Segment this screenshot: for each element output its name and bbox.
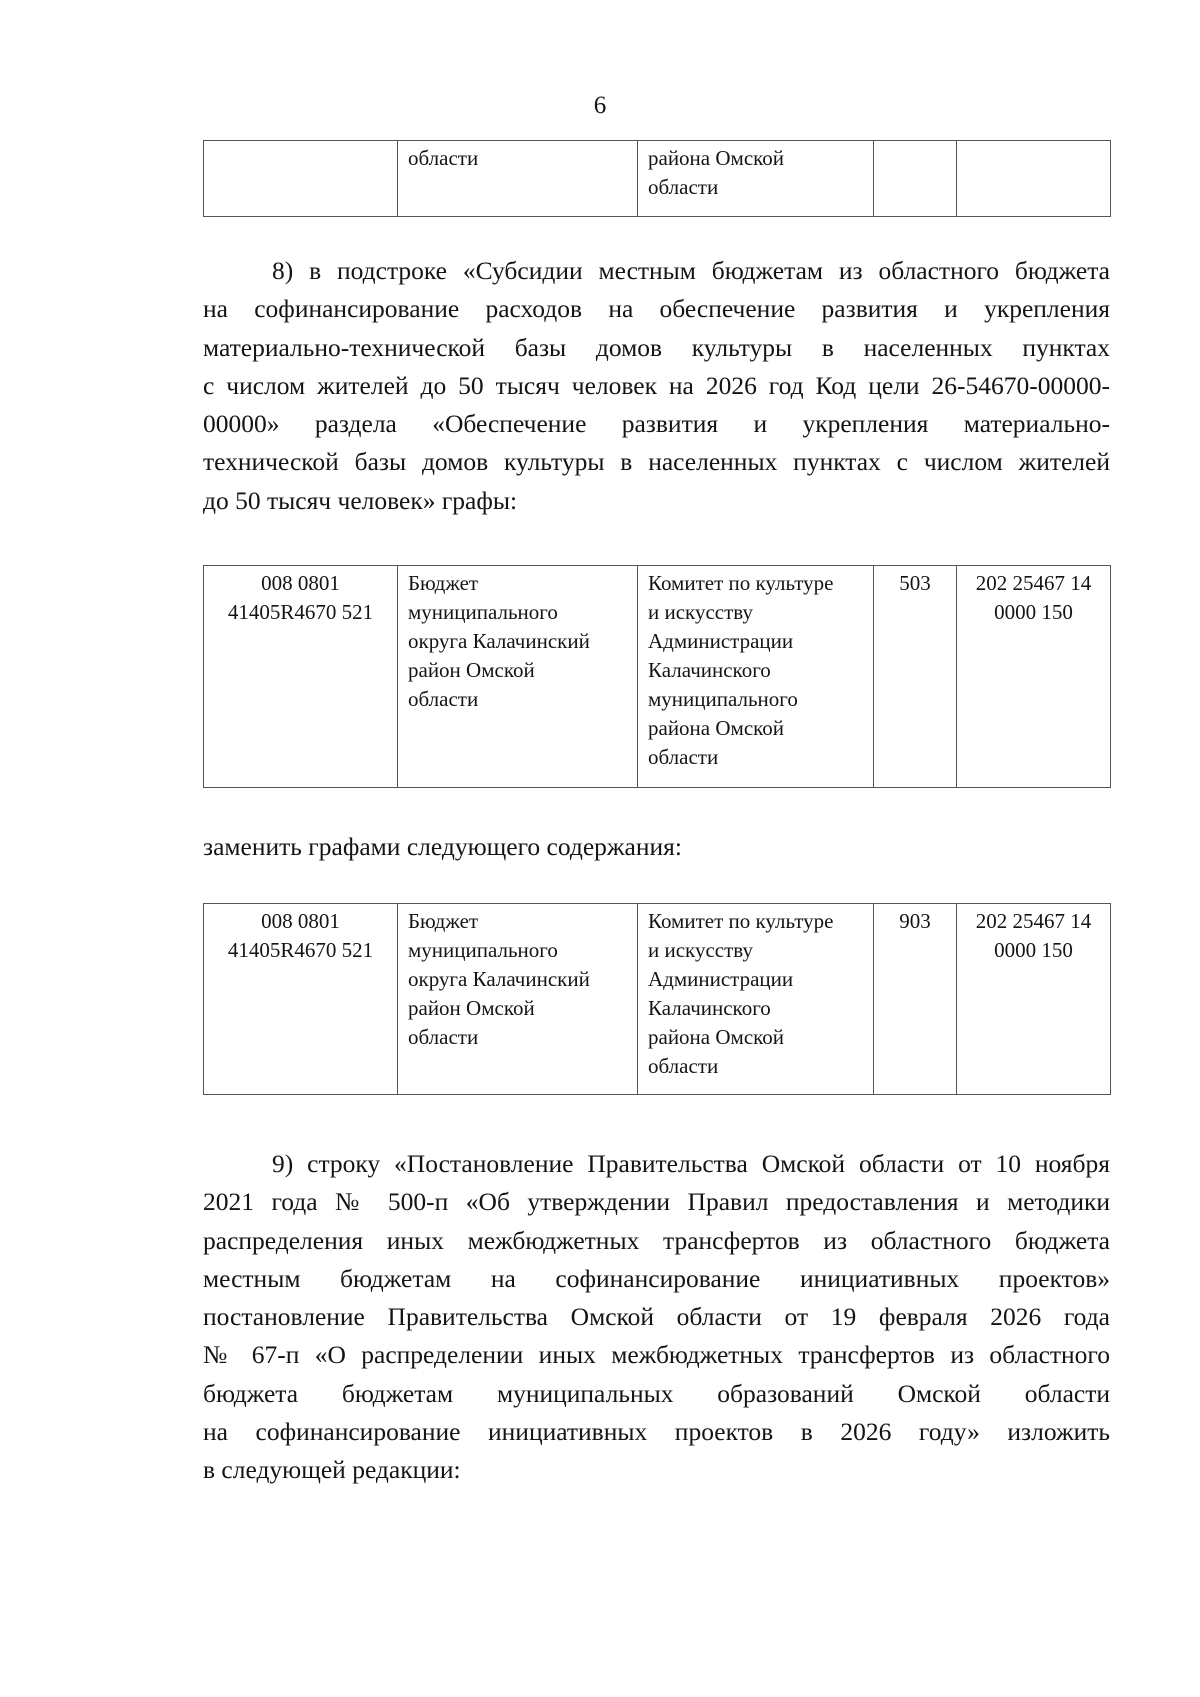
cell-line: Администрации bbox=[648, 629, 794, 653]
cell-line: район Омской bbox=[408, 996, 535, 1020]
paragraph-line: 00000» раздела «Обеспечение развития и укрепления материально- bbox=[203, 409, 1110, 439]
cell-line: 202 25467 14 bbox=[975, 909, 1092, 933]
cell-line: района Омской bbox=[648, 146, 785, 170]
budget-cell bbox=[398, 904, 638, 1095]
paragraph-line: № 67-п «О распределении иных межбюджетных трансфертов из областного bbox=[203, 1340, 1110, 1370]
paragraph-line: на софинансирование расходов на обеспечение развития и укрепления bbox=[203, 294, 1110, 324]
cell-line: район Омской bbox=[408, 658, 535, 682]
paragraph-line: с числом жителей до 50 тысяч человек на 2026 год Код цели 26-54670-00000- bbox=[203, 370, 1110, 400]
cell-line: Комитет по культуре bbox=[648, 909, 834, 933]
cell-line: муниципального bbox=[408, 600, 558, 624]
code-cell bbox=[204, 904, 398, 1095]
cell-line: Калачинского bbox=[648, 658, 771, 682]
cell-line: области bbox=[408, 687, 479, 711]
admin-cell bbox=[638, 141, 874, 217]
paragraph-line: на софинансирование инициативных проектов в 2026 году» изложить bbox=[203, 1417, 1110, 1447]
admin-cell bbox=[638, 904, 874, 1095]
cell-line: 008 0801 bbox=[261, 909, 340, 933]
code-cell bbox=[204, 566, 398, 788]
budget-cell bbox=[398, 566, 638, 788]
cell-line: Администрации bbox=[648, 967, 794, 991]
admin-code-cell: 503 bbox=[874, 566, 957, 788]
table-new bbox=[203, 903, 1111, 1095]
cell-line: района Омской bbox=[648, 716, 785, 740]
cell-line: Бюджет bbox=[408, 909, 479, 933]
table-row bbox=[204, 141, 1111, 217]
cell-line: района Омской bbox=[648, 1025, 785, 1049]
cell-line: 202 25467 14 bbox=[975, 571, 1092, 595]
page-number: 6 bbox=[593, 92, 607, 119]
code-cell bbox=[204, 141, 398, 217]
paragraph-8 bbox=[203, 252, 1110, 520]
cell-line: области bbox=[648, 745, 719, 769]
cell-line: 41405R4670 521 bbox=[227, 938, 374, 962]
admin-code-cell bbox=[874, 141, 957, 217]
cell-line: 008 0801 bbox=[261, 571, 340, 595]
cell-line: 0000 150 bbox=[994, 938, 1073, 962]
cell-line: округа Калачинский bbox=[408, 629, 590, 653]
cell-line: области bbox=[408, 1025, 479, 1049]
cell-line: Калачинского bbox=[648, 996, 771, 1020]
cell-line: 0000 150 bbox=[994, 600, 1073, 624]
revenue-code-cell bbox=[957, 904, 1111, 1095]
cell-line: и искусству bbox=[648, 600, 753, 624]
cell-line: муниципального bbox=[648, 687, 798, 711]
paragraph-line: материально-технической базы домов культуры в населенных пунктах bbox=[203, 332, 1110, 362]
replace-instruction bbox=[203, 828, 1110, 866]
paragraph-line: 2021 года № 500-п «Об утверждении Правил предоставления и методики bbox=[203, 1187, 1110, 1217]
cell-line: области bbox=[648, 175, 719, 199]
paragraph-line: 9) строку «Постановление Правительства Омской области от 10 ноября bbox=[272, 1149, 1110, 1178]
revenue-code-cell bbox=[957, 566, 1111, 788]
cell-line: Комитет по культуре bbox=[648, 571, 834, 595]
cell-line: и искусству bbox=[648, 938, 753, 962]
top-table bbox=[203, 140, 1111, 217]
cell-line: округа Калачинский bbox=[408, 967, 590, 991]
table-row bbox=[204, 904, 1111, 1095]
cell-line: области bbox=[648, 1054, 719, 1078]
table-row bbox=[204, 566, 1111, 788]
paragraph-line: 8) в подстроке «Субсидии местным бюджетам из областного бюджета bbox=[272, 256, 1110, 285]
paragraph-line: заменить графами следующего содержания: bbox=[203, 832, 682, 861]
budget-cell bbox=[398, 141, 638, 217]
paragraph-line: местным бюджетам на софинансирование инициативных проектов» bbox=[203, 1263, 1110, 1293]
table-old bbox=[203, 565, 1111, 788]
paragraph-9 bbox=[203, 1145, 1110, 1490]
paragraph-line: бюджета бюджетам муниципальных образований Омской области bbox=[203, 1378, 1110, 1408]
admin-cell bbox=[638, 566, 874, 788]
paragraph-line: распределения иных межбюджетных трансфертов из областного бюджета bbox=[203, 1225, 1110, 1255]
admin-code-cell: 903 bbox=[874, 904, 957, 1095]
cell-line: области bbox=[408, 146, 479, 170]
paragraph-line: в следующей редакции: bbox=[203, 1455, 461, 1485]
cell-line: Бюджет bbox=[408, 571, 479, 595]
cell-line: муниципального bbox=[408, 938, 558, 962]
paragraph-line: технической базы домов культуры в населенных пунктах с числом жителей bbox=[203, 447, 1110, 477]
revenue-code-cell bbox=[957, 141, 1111, 217]
paragraph-line: постановление Правительства Омской области от 19 февраля 2026 года bbox=[203, 1302, 1110, 1332]
cell-line: 41405R4670 521 bbox=[227, 600, 374, 624]
paragraph-line: до 50 тысяч человек» графы: bbox=[203, 485, 518, 515]
